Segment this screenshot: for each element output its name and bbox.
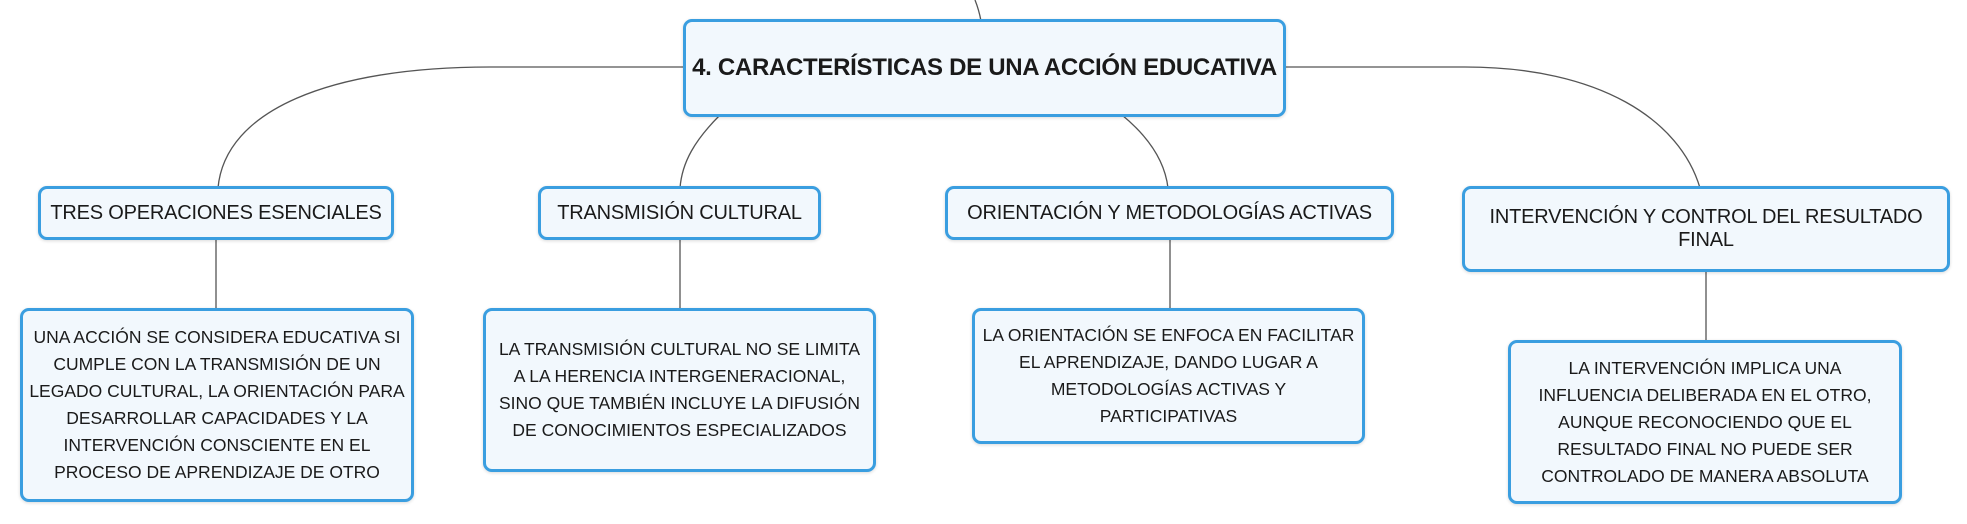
branch-node-label: TRES OPERACIONES ESENCIALES [50,201,382,224]
branch-node-orientacion[interactable] [945,186,1394,240]
connector-root-branch-1 [218,67,685,188]
branch-node-label: ORIENTACIÓN Y METODOLOGÍAS ACTIVAS [967,201,1372,224]
connector-root-branch-3 [1122,115,1168,188]
detail-node-tres-operaciones[interactable] [20,308,414,502]
branch-node-transmision-cultural[interactable] [538,186,821,240]
branch-node-label: INTERVENCIÓN Y CONTROL DEL RESULTADO FINAL [1489,206,1923,251]
detail-node-text: UNA ACCIÓN SE CONSIDERA EDUCATIVA SI CUMPLE CON LA TRANSMISIÓN DE UN LEGADO CULTURAL, LA ORIENTACIÓN PARA DESARROLLAR CAPACIDADES Y LA INTERVENCIÓN CONSCIENTE EN EL PROCESO DE APRENDIZAJE DE OTRO [29,327,405,482]
connector-root-branch-4 [1285,67,1700,188]
detail-node-text: LA ORIENTACIÓN SE ENFOCA EN FACILITAR EL APRENDIZAJE, DANDO LUGAR A METODOLOGÍAS ACTIVAS Y PARTICIPATIVAS [982,325,1355,426]
root-node[interactable] [683,19,1286,117]
detail-node-orientacion[interactable] [972,308,1365,444]
branch-node-intervencion[interactable] [1462,186,1950,272]
detail-node-text: LA INTERVENCIÓN IMPLICA UNA INFLUENCIA DELIBERADA EN EL OTRO, AUNQUE RECONOCIENDO QUE EL RESULTADO FINAL NO PUEDE SER CONTROLADO DE MANERA ABSOLUTA [1538,357,1872,486]
detail-node-transmision-cultural[interactable] [483,308,876,472]
detail-node-text: LA TRANSMISIÓN CULTURAL NO SE LIMITA A LA HERENCIA INTERGENERACIONAL, SINO QUE TAMBIÉN INCLUYE LA DIFUSIÓN DE CONOCIMIENTOS ESPECIALIZADOS [498,339,861,440]
connector-parent-root [975,0,981,21]
root-node-label: 4. CARACTERÍSTICAS DE UNA ACCIÓN EDUCATIVA [692,54,1277,81]
connector-root-branch-2 [680,115,720,188]
branch-node-label: TRANSMISIÓN CULTURAL [557,201,802,224]
detail-node-intervencion[interactable] [1508,340,1902,504]
branch-node-tres-operaciones[interactable] [38,186,394,240]
